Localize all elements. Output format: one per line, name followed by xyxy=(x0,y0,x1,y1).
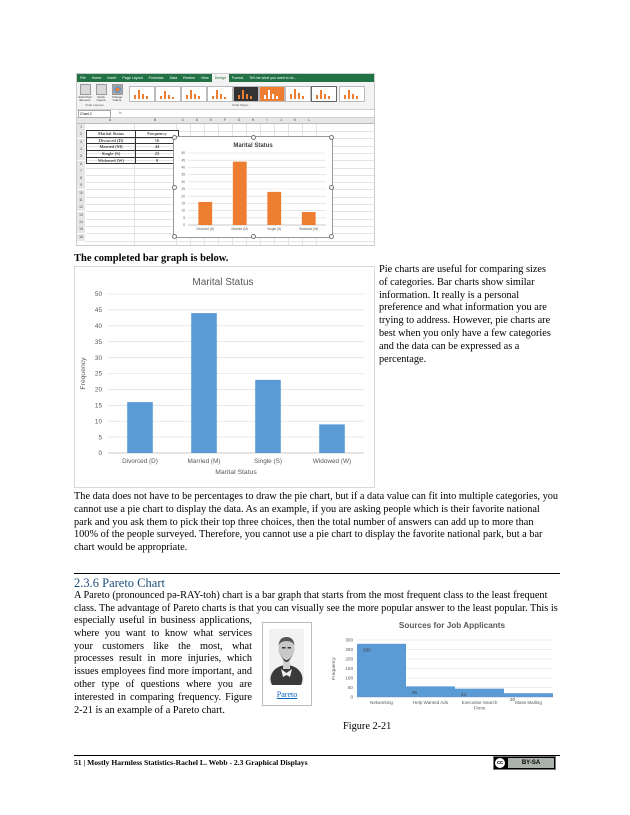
x-category-label: Married (M) xyxy=(187,458,221,465)
y-tick-label: 30 xyxy=(94,354,102,362)
job-applicants-chart-svg xyxy=(327,616,557,726)
pareto-portrait-box xyxy=(262,622,312,706)
column-header[interactable]: B xyxy=(153,118,157,122)
name-box[interactable]: Chart 2 xyxy=(78,110,111,118)
column-header[interactable]: K xyxy=(293,118,297,122)
column-header[interactable]: A xyxy=(108,118,112,122)
table-row xyxy=(87,151,179,158)
row-header[interactable]: 5 xyxy=(77,153,85,160)
table-cell[interactable]: Single (S) xyxy=(87,151,136,158)
ribbon-tabs xyxy=(77,74,374,82)
x-axis-label: Marital Status xyxy=(215,469,257,476)
excel-chart-svg xyxy=(174,137,332,237)
table-cell[interactable]: 16 xyxy=(136,137,179,144)
column-header[interactable]: F xyxy=(223,118,226,122)
chart-title: Marital Status xyxy=(233,143,273,149)
x-category-label: Married (M) xyxy=(231,227,248,231)
row-header[interactable]: 16 xyxy=(77,234,85,241)
table-header-cell[interactable]: Frequency xyxy=(136,131,179,138)
table-header-row xyxy=(87,131,179,138)
ribbon-tab[interactable]: Tell me what you want to do... xyxy=(249,76,297,80)
colors-icon xyxy=(112,84,123,95)
pareto-intro-paragraph: A Pareto (pronounced pə-RAY-toh) chart is a bar graph that starts from the most frequent class to the least frequent class. The advantage of Pareto charts is that you can visually see the more popular answer to the least popular. This is xyxy=(74,590,558,614)
row-header[interactable]: 13 xyxy=(77,212,85,219)
table-header-cell[interactable]: Marital Status xyxy=(87,131,136,138)
table-row xyxy=(87,137,179,144)
y-tick-label: 45 xyxy=(181,158,185,163)
y-tick-label: 50 xyxy=(347,685,353,691)
bar xyxy=(267,192,281,225)
row-header[interactable]: 2 xyxy=(77,131,85,138)
table-cell[interactable]: 9 xyxy=(136,157,179,164)
y-tick-label: 45 xyxy=(94,307,102,315)
column-header[interactable]: G xyxy=(237,118,241,122)
chart-style-thumb[interactable] xyxy=(339,86,365,102)
table-cell[interactable]: Divorced (D) xyxy=(87,137,136,144)
ribbon-tab[interactable]: Formulas xyxy=(148,76,164,80)
chart-style-thumb[interactable] xyxy=(285,86,311,102)
add-chart-element-button[interactable]: Add Chart Element xyxy=(78,84,92,103)
chart-title: Sources for Job Applicants xyxy=(398,621,506,630)
ribbon-tab[interactable]: Review xyxy=(183,76,195,80)
resize-handle[interactable] xyxy=(172,185,177,190)
y-tick-label: 200 xyxy=(345,656,353,662)
y-axis-label: Frequency xyxy=(80,357,87,390)
column-header[interactable]: D xyxy=(195,118,199,122)
data-label: 56 xyxy=(412,689,418,695)
row-header[interactable]: 12 xyxy=(77,204,85,211)
y-axis-label: Frequency xyxy=(332,657,337,680)
x-category-label: Widowed (W) xyxy=(299,227,319,231)
excel-embedded-chart[interactable] xyxy=(173,136,333,238)
y-tick-label: 0 xyxy=(350,694,353,700)
side-paragraph: Pie charts are useful for comparing sizes of categories. Bar charts show similar information. It really is a personal preference and what information you are trying to address. However, pie charts are best when you only have a few categories and the data can be expressed as a percentage. xyxy=(379,264,551,365)
resize-handle[interactable] xyxy=(172,135,177,140)
row-header[interactable]: 11 xyxy=(77,197,85,204)
y-tick-label: 40 xyxy=(181,165,185,170)
row-header[interactable]: 3 xyxy=(77,139,85,146)
change-colors-button[interactable]: Change Colors xyxy=(110,84,124,103)
y-tick-label: 40 xyxy=(94,323,102,331)
job-applicants-chart xyxy=(327,616,557,726)
bar xyxy=(302,212,316,225)
chart-style-thumb-selected[interactable] xyxy=(311,86,337,102)
completed-caption: The completed bar graph is below. xyxy=(74,253,229,264)
column-headers xyxy=(77,118,374,124)
cc-icon: cc xyxy=(496,760,504,766)
table-cell[interactable]: Married (M) xyxy=(87,144,136,151)
data-label: 280 xyxy=(363,647,371,653)
bar xyxy=(255,380,281,453)
ribbon-tab[interactable]: Data xyxy=(169,76,178,80)
row-header[interactable]: 15 xyxy=(77,226,85,233)
resize-handle[interactable] xyxy=(172,234,177,239)
bar xyxy=(233,162,247,225)
x-category-label: Single (S) xyxy=(267,227,282,231)
ribbon-tab[interactable]: File xyxy=(80,76,86,80)
table-cell[interactable]: 44 xyxy=(136,144,179,151)
ribbon-tab[interactable]: Format xyxy=(231,76,244,80)
layout-icon xyxy=(96,84,107,95)
figure-label: Figure 2-21 xyxy=(343,721,392,732)
x-category-label: Executive Search Firms xyxy=(461,700,498,711)
x-category-label: Divorced (D) xyxy=(122,458,158,465)
row-header[interactable]: 1 xyxy=(77,124,85,131)
x-category-label: Help Wanted Ads xyxy=(412,700,449,705)
row-header[interactable]: 9 xyxy=(77,182,85,189)
chart-style-thumb[interactable] xyxy=(207,86,233,102)
data-label: 44 xyxy=(461,692,467,698)
y-tick-label: 25 xyxy=(181,187,185,192)
data-label: 20 xyxy=(510,696,516,702)
chart-style-thumb[interactable] xyxy=(181,86,207,102)
y-tick-label: 50 xyxy=(94,291,102,299)
y-tick-label: 20 xyxy=(94,386,102,394)
chart-style-thumb[interactable] xyxy=(129,86,155,102)
y-tick-label: 25 xyxy=(94,370,102,378)
page-footer: 51 | Mostly Harmless Statistics-Rachel L. Webb - 2.3 Graphical Displays xyxy=(74,758,308,767)
table-cell[interactable]: Widowed (W) xyxy=(87,157,136,164)
bar xyxy=(191,313,217,453)
chart-styles-group-label: Chart Styles xyxy=(232,103,249,107)
pareto-usage-paragraph: especially useful in business applications, where you want to know what services your customers like the most, what processes result in more injuries, which issues employees find more important, and other type of questions where you are interested in comparing frequency. Figure 2-21 is an example of a Pareto chart. xyxy=(74,615,252,716)
ribbon-body xyxy=(77,82,374,110)
ribbon-tab[interactable]: Design xyxy=(212,74,229,82)
section-title: 2.3.6 Pareto Chart xyxy=(74,576,165,590)
pareto-link[interactable]: Pareto xyxy=(276,690,298,699)
x-category-label: Widowed (W) xyxy=(312,458,352,465)
bar xyxy=(198,202,212,225)
row-header[interactable]: 4 xyxy=(77,146,85,153)
row-header[interactable]: 6 xyxy=(77,161,85,168)
chart-style-thumb[interactable] xyxy=(233,86,259,102)
resize-handle[interactable] xyxy=(329,234,334,239)
row-gridline xyxy=(86,241,374,242)
y-tick-label: 5 xyxy=(98,434,102,442)
row-header[interactable]: 8 xyxy=(77,175,85,182)
y-tick-label: 35 xyxy=(94,338,102,346)
chart-style-thumb[interactable] xyxy=(155,86,181,102)
resize-handle[interactable] xyxy=(251,234,256,239)
table-row xyxy=(87,144,179,151)
y-tick-label: 10 xyxy=(94,418,102,426)
chart-title: Marital Status xyxy=(192,277,254,288)
chart-layouts-group-label: Chart Layouts xyxy=(85,103,104,107)
column-header[interactable]: E xyxy=(209,118,213,122)
ribbon-tab[interactable]: View xyxy=(200,76,209,80)
ribbon-tab[interactable]: Insert xyxy=(107,76,117,80)
license-label: BY-SA xyxy=(508,758,554,768)
x-category-label: Mass Mailing xyxy=(515,700,542,705)
y-tick-label: 300 xyxy=(345,637,353,643)
y-tick-label: 15 xyxy=(94,402,102,410)
column-header[interactable]: I xyxy=(266,118,268,122)
pie-chart-paragraph: The data does not have to be percentages to draw the pie chart, but if a data value can fit into multiple categories, you cannot use a pie chart to display the data. As an example, if you are asking people which is their favorite national park and you ask them to pick their top three choices, then the total number of answers can add up to more than 100% of the people surveyed. Therefore, you cannot use a pie chart to display the favorite national park, but a bar chart would be appropriate. xyxy=(74,491,559,554)
x-category-label: Divorced (D) xyxy=(196,227,215,231)
chart-style-thumb[interactable] xyxy=(259,86,285,102)
y-tick-label: 10 xyxy=(181,208,185,213)
y-tick-label: 20 xyxy=(181,194,185,199)
ribbon-tab[interactable]: Page Layout xyxy=(122,76,143,80)
column-header[interactable]: L xyxy=(308,118,310,122)
row-header[interactable]: 10 xyxy=(77,190,85,197)
y-tick-label: 35 xyxy=(181,172,185,177)
excel-screenshot xyxy=(76,73,375,246)
y-tick-label: 0 xyxy=(98,450,102,458)
column-header[interactable]: C xyxy=(181,118,185,122)
y-tick-label: 0 xyxy=(183,223,185,228)
row-header[interactable]: 14 xyxy=(77,219,85,226)
table-row xyxy=(87,157,179,164)
ribbon-tab[interactable]: Home xyxy=(91,76,102,80)
resize-handle[interactable] xyxy=(251,135,256,140)
y-tick-label: 15 xyxy=(181,201,185,206)
section-rule xyxy=(74,573,560,574)
pareto-portrait-image xyxy=(269,629,304,685)
y-tick-label: 5 xyxy=(183,215,185,220)
y-tick-label: 100 xyxy=(345,675,353,681)
y-tick-label: 250 xyxy=(345,647,353,653)
marital-status-chart xyxy=(74,266,375,488)
resize-handle[interactable] xyxy=(329,185,334,190)
marital-status-chart-svg xyxy=(75,267,374,487)
fx-icon: fx xyxy=(119,111,122,115)
chart-element-icon xyxy=(80,84,91,95)
y-tick-label: 150 xyxy=(345,666,353,672)
x-category-label: Single (S) xyxy=(253,458,283,465)
bar xyxy=(319,424,345,453)
formula-bar xyxy=(77,110,374,118)
resize-handle[interactable] xyxy=(329,135,334,140)
frequency-table xyxy=(86,130,179,164)
y-tick-label: 30 xyxy=(181,179,185,184)
quick-layout-button[interactable]: Quick Layout xyxy=(94,84,108,103)
cc-license-badge[interactable] xyxy=(493,756,556,770)
row-header[interactable]: 7 xyxy=(77,168,85,175)
table-cell[interactable]: 23 xyxy=(136,151,179,158)
footer-rule xyxy=(74,755,560,756)
column-header[interactable]: J xyxy=(280,118,282,122)
x-category-label: Networking xyxy=(370,700,393,705)
bar xyxy=(127,402,153,453)
column-header[interactable]: H xyxy=(251,118,255,122)
y-tick-label: 50 xyxy=(181,151,185,156)
